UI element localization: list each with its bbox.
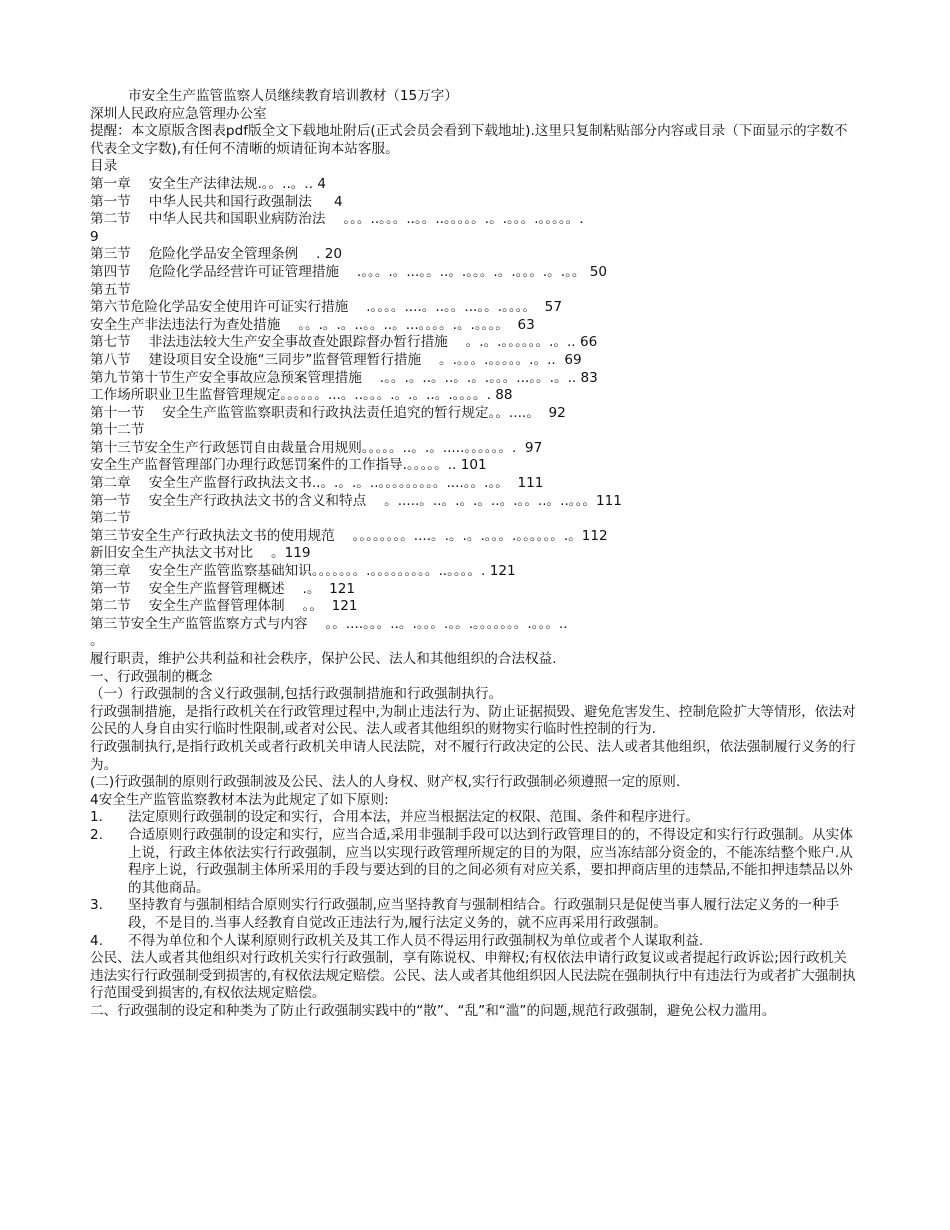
toc-entry: 第三章 安全生产监管监察基础知识。。。。。。。.。。。。。。。。。..。。。。. 121 bbox=[90, 563, 516, 580]
toc-entry: 第一章 安全生产法律法规.。。..。.. 4 bbox=[90, 175, 327, 192]
toc-entry: 新旧安全生产执法文书对比 。119 bbox=[90, 545, 311, 562]
toc-entry: 第一节 安全生产监督管理概述 .。 121 bbox=[90, 580, 356, 597]
list-number: 4. bbox=[90, 932, 103, 949]
toc-entry: 第六节危险化学品安全使用许可证实行措施 .。。。。....。..。。...。。.。。。。 57 bbox=[90, 299, 562, 316]
toc-entry: 第十三节安全生产行政惩罚自由裁量合用规则。。。。。..。.。.....。。。。。。. 97 bbox=[90, 439, 543, 456]
body-paragraph: 公民、法人或者其他组织对行政机关实行行政强制，享有陈说权、申辩权;有权依法申请行政复议或者提起行政诉讼;因行政机关违法实行行政强制受到损害的,有权依法规定赔偿。公民、法人或者其他组织因人民法院在强制执行中有违法行为或者扩大强制执行范围受到损害的,有权依法规定赔偿。 bbox=[90, 950, 856, 1002]
toc-entry: 安全生产非法违法行为查处措施 。。.。.。..。。..。...。。。。.。.。。。。 63 bbox=[90, 316, 535, 333]
list-number: 1. bbox=[90, 809, 103, 826]
toc-entry: 安全生产监督管理部门办理行政惩罚案件的工作指导.。。。。。.. 101 bbox=[90, 457, 487, 474]
toc-entry: 第十二节 bbox=[90, 422, 145, 439]
toc-entry: 第三节安全生产行政执法文书的使用规范 。。。。。。。。....。.。.。.。。。.。。。。。。.。112 bbox=[90, 527, 608, 544]
toc-entry: 第三节 危险化学品安全管理条例 . 20 bbox=[90, 246, 343, 263]
table-of-contents bbox=[90, 176, 860, 651]
toc-entry: 第二节 中华人民共和国职业病防治法 。。。..。。。..。。..。。。。。.。.。。。.。。。。。. bbox=[90, 211, 584, 228]
issuer-line: 深圳人民政府应急管理办公室 bbox=[90, 105, 267, 122]
list-item bbox=[90, 809, 860, 827]
toc-entry: 第四节 危险化学品经营许可证管理措施 .。。。.。...。。..。.。。。.。.。。。.。.。。 50 bbox=[90, 263, 608, 280]
body-paragraph: 行政强制执行,是指行政机关或者行政机关申请人民法院，对不履行行政决定的公民、法人或者其他组织，依法强制履行义务的行为。 bbox=[90, 738, 856, 773]
toc-entry: 第一节 中华人民共和国行政强制法 4 bbox=[90, 193, 343, 210]
toc-entry: 第十一节 安全生产监管监察职责和行政执法责任追究的暂行规定。。....。 92 bbox=[90, 404, 566, 421]
list-text: 法定原则行政强制的设定和实行，合用本法，并应当根据法定的权限、范围、条件和程序进行。 bbox=[128, 809, 699, 826]
list-text: 坚持教育与强制相结合原则实行行政强制,应当坚持教育与强制相结合。行政强制只是促使当事人履行法定义务的一种手段，不是目的.当事人经教育自觉改正违法行为,履行法定义务的，就不应再采用行政强制。 bbox=[128, 897, 840, 931]
list-text: 不得为单位和个人谋利原则行政机关及其工作人员不得运用行政强制权为单位或者个人谋取利益. bbox=[128, 932, 704, 949]
list-item bbox=[90, 827, 860, 897]
list-number: 3. bbox=[90, 897, 103, 914]
toc-entry: 第九节第十节生产安全事故应急预案管理措施 .。。.。..。..。.。.。。。...。。.。.. 83 bbox=[90, 369, 598, 386]
body-paragraph: (二)行政强制的原则行政强制波及公民、法人的人身权、财产权,实行行政强制必须遵照一定的原则. bbox=[90, 774, 681, 791]
list-number: 2. bbox=[90, 826, 103, 843]
toc-entry: 第二章 安全生产监督行政执法文书..。.。.。..。。。。。。。。。....。。.。。 111 bbox=[90, 475, 544, 492]
body-paragraph: 行政强制措施，是指行政机关在行政管理过程中,为制止违法行为、防止证据损毁、避免危害发生、控制危险扩大等情形，依法对公民的人身自由实行临时性限制,或者对公民、法人或者其他组织的财物实行临时性控制的行为. bbox=[90, 703, 856, 738]
toc-entry: 第三节安全生产监管监察方式与内容 。。....。。。..。.。。。.。。.。。。。。。。.。。。.. bbox=[90, 615, 568, 632]
document-title: 市安全生产监管监察人员继续教育培训教材（15万字） bbox=[128, 88, 458, 104]
toc-entry: 9 bbox=[90, 228, 99, 245]
toc-entry: 工作场所职业卫生监督管理规定。。。。。。...。..。。。.。.。..。.。。。。. 88 bbox=[90, 387, 513, 404]
body-paragraph: 4安全生产监管监察教材本法为此规定了如下原则: bbox=[90, 791, 389, 808]
principles-list bbox=[90, 809, 860, 950]
toc-entry: 第二节 安全生产监督管理体制 。。 121 bbox=[90, 598, 358, 615]
subsection-heading: （一）行政强制的含义行政强制,包括行政强制措施和行政强制执行。 bbox=[90, 686, 503, 703]
toc-entry: 第一节 安全生产行政执法文书的含义和特点 。.....。..。.。.。..。.。。..。..。。。111 bbox=[90, 492, 622, 509]
toc-entry: 。 bbox=[90, 633, 104, 650]
toc-entry: 第八节 建设项目安全设施“三同步”监督管理暂行措施 。.。。。.。。。。。.。.. 69 bbox=[90, 351, 582, 368]
list-item bbox=[90, 897, 860, 932]
document-page bbox=[90, 88, 860, 1020]
section-heading: 二、行政强制的设定和种类为了防止行政强制实践中的“散”、“乱”和“滥”的问题,规范行政强制，避免公权力滥用。 bbox=[90, 1002, 776, 1019]
toc-entry: 第五节 bbox=[90, 281, 131, 298]
toc-heading: 目录 bbox=[90, 158, 118, 175]
body-text bbox=[90, 651, 860, 1020]
list-item bbox=[90, 933, 860, 951]
body-paragraph: 履行职责，维护公共利益和社会秩序，保护公民、法人和其他组织的合法权益. bbox=[90, 651, 557, 667]
download-notice: 提醒：本文原版含图表pdf版全文下载地址附后(正式会员会看到下载地址).这里只复制粘贴部分内容或目录（下面显示的字数不代表全文字数),有任何不清晰的烦请征询本站客服。 bbox=[90, 123, 848, 157]
list-text: 合适原则行政强制的设定和实行，应当合适,采用非强制手段可以达到行政管理目的的，不得设定和实行行政强制。从实体上说，行政主体依法实行行政强制，应当以实现行政管理所规定的目的为限，应当冻结部分资金的，不能冻结整个账户.从程序上说，行政强制主体所采用的手段与要达到的目的之间必须有对应关系，要扣押商店里的违禁品,不能扣押违禁品以外的其他商品。 bbox=[128, 826, 853, 896]
section-heading: 一、行政强制的概念 bbox=[90, 668, 213, 685]
toc-entry: 第二节 bbox=[90, 510, 131, 527]
toc-entry: 第七节 非法违法较大生产安全事故查处跟踪督办暂行措施 。.。.。。。。。。.。.. 66 bbox=[90, 334, 598, 351]
